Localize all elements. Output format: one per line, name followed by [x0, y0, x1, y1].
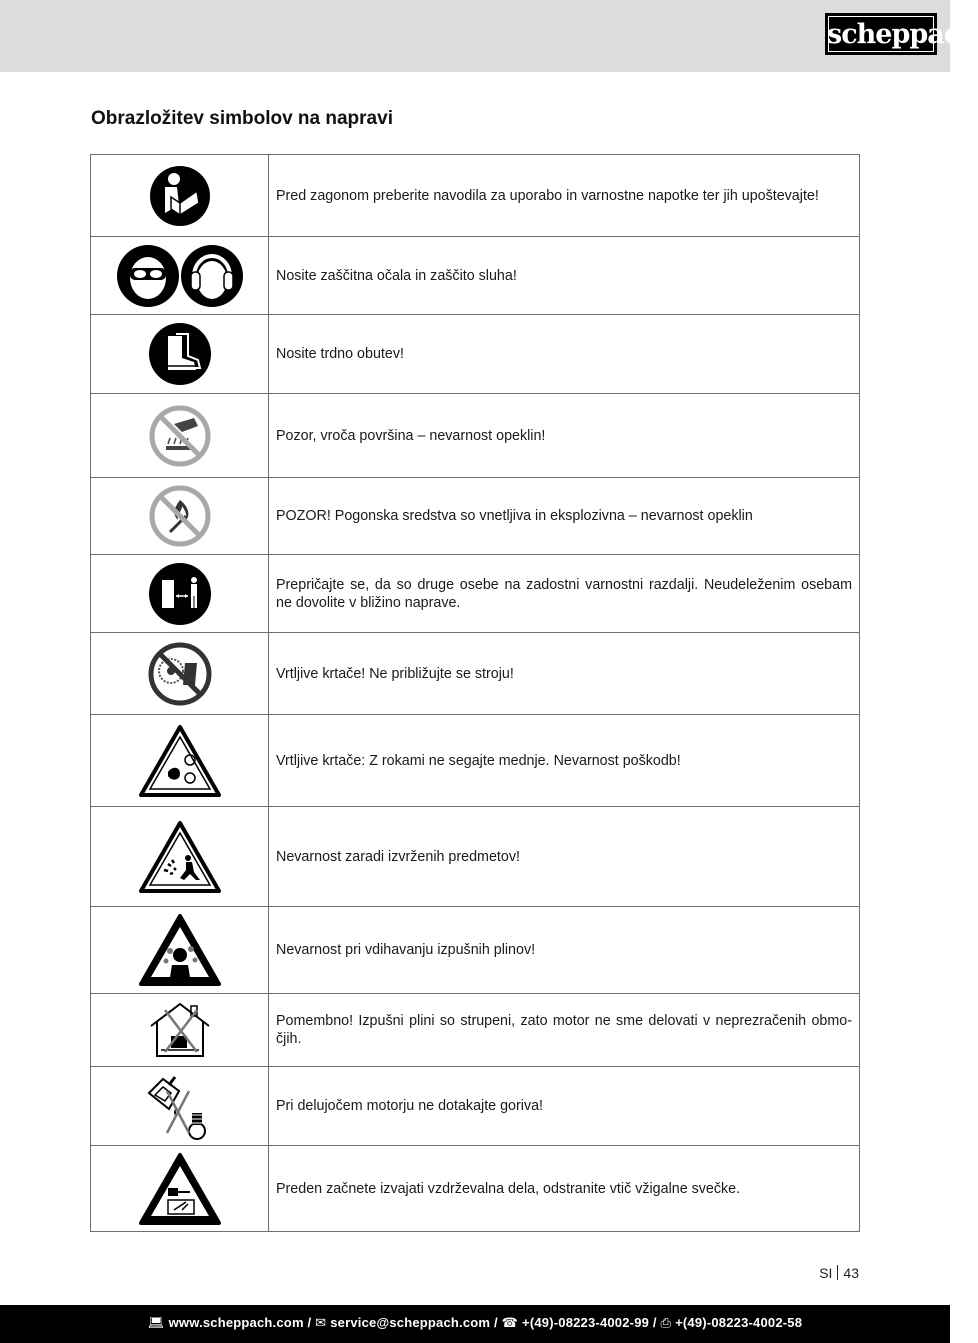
rotating-brush-warning-icon — [138, 724, 222, 798]
table-row — [91, 394, 860, 478]
symbol-description: Nosite zaščitna očala in zaščito sluha! — [269, 237, 860, 315]
table-row — [91, 555, 860, 633]
symbol-description: Pred zagonom preberite navodila za uporabo in varnostne napotke ter jih upoštevajte! — [269, 155, 860, 237]
page-number-value: 43 — [843, 1265, 859, 1281]
footer-bar — [0, 1305, 950, 1343]
table-row — [91, 994, 860, 1067]
symbol-description: Prepričajte se, da so druge osebe na zadostni varnostni razdalji. Neudeleženim osebam ne dovolite v bližino naprave. — [269, 555, 860, 633]
fax-icon: ⎙ — [660, 1315, 672, 1330]
website-link[interactable]: www.scheppach.com / — [168, 1315, 312, 1330]
symbol-description: Pomembno! Izpušni plini so strupeni, zato motor ne sme delovati v neprezračenih obmo-čjih. — [269, 994, 860, 1067]
header-band — [0, 0, 950, 72]
safety-boots-icon — [148, 322, 212, 386]
phone-icon: ☎ — [501, 1315, 519, 1330]
table-row — [91, 807, 860, 907]
table-row — [91, 715, 860, 807]
read-manual-icon — [149, 165, 211, 227]
flying-objects-warning-icon — [138, 820, 222, 894]
symbols-table — [90, 154, 860, 1232]
no-indoor-operation-icon — [147, 1000, 213, 1060]
no-refuel-running-icon — [145, 1071, 215, 1141]
computer-icon: 💻︎ — [147, 1315, 165, 1330]
table-row — [91, 907, 860, 994]
table-row — [91, 1067, 860, 1146]
table-row — [91, 155, 860, 237]
table-row — [91, 1146, 860, 1232]
symbol-description: Nosite trdno obutev! — [269, 315, 860, 394]
table-row — [91, 237, 860, 315]
symbol-description: Pri delujočem motorju ne dotakajte goriva! — [269, 1067, 860, 1146]
language-code: SI — [819, 1265, 833, 1281]
page-number — [819, 1265, 859, 1281]
remove-spark-plug-icon — [138, 1152, 222, 1226]
symbol-description: POZOR! Pogonska sredstva so vnetljiva in eksplozivna – nevarnost opeklin — [269, 478, 860, 555]
scheppach-logo: scheppach — [825, 13, 937, 55]
table-row — [91, 633, 860, 715]
hot-surface-icon — [148, 404, 212, 468]
table-row — [91, 478, 860, 555]
phone-number: +(49)-08223-4002-99 / — [522, 1315, 657, 1330]
divider — [837, 1265, 838, 1280]
symbol-description: Vrtljive krtače! Ne približujte se stroju! — [269, 633, 860, 715]
symbol-description: Preden začnete izvajati vzdrževalna dela, odstranite vtič vžigalne svečke. — [269, 1146, 860, 1232]
symbol-description: Nevarnost zaradi izvrženih predmetov! — [269, 807, 860, 907]
rotating-brush-prohibition-icon — [147, 641, 213, 707]
mail-icon: ✉ — [315, 1315, 327, 1330]
page-title: Obrazložitev simbolov na napravi — [91, 108, 393, 129]
symbol-description: Nevarnost pri vdihavanju izpušnih plinov! — [269, 907, 860, 994]
keep-distance-icon — [148, 562, 212, 626]
toxic-fumes-warning-icon — [138, 913, 222, 987]
symbol-description: Pozor, vroča površina – nevarnost opeklin! — [269, 394, 860, 478]
eye-ear-protection-icon — [116, 244, 244, 308]
no-open-flame-icon — [148, 484, 212, 548]
email-link[interactable]: service@scheppach.com / — [330, 1315, 498, 1330]
table-row — [91, 315, 860, 394]
fax-number: +(49)-08223-4002-58 — [675, 1315, 803, 1330]
symbol-description: Vrtljive krtače: Z rokami ne segajte mednje. Nevarnost poškodb! — [269, 715, 860, 807]
